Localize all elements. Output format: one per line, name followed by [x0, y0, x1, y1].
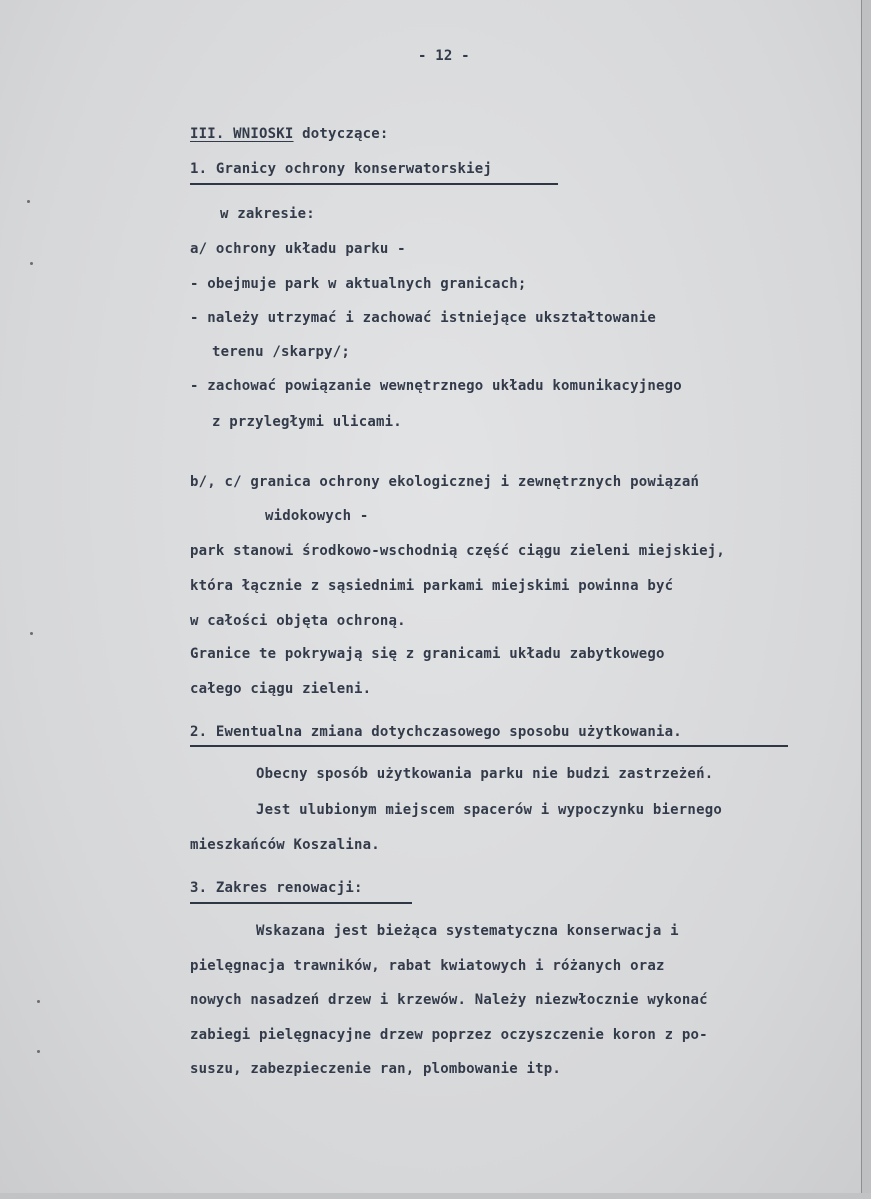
item1-bc-title: b/, c/ granica ochrony ekologicznej i zewnętrznych powiązań [190, 474, 700, 490]
scan-speck [37, 1050, 40, 1053]
page-edge-right [862, 0, 871, 1199]
section-heading-underlined: III. WNIOSKI [190, 126, 294, 142]
section-heading [190, 125, 388, 143]
item2-line: Jest ulubionym miejscem spacerów i wypoczynku biernego [256, 802, 722, 818]
item1-bc-line: w całości objęta ochroną. [190, 613, 406, 629]
page-edge-line [861, 0, 862, 1199]
item1-a-title: a/ ochrony układu parku - [190, 241, 406, 257]
item1-scope: w zakresie: [220, 206, 315, 222]
item1-bc-line: park stanowi środkowo-wschodnią część ciągu zieleni miejskiej, [190, 543, 725, 559]
item3-line: pielęgnacja trawników, rabat kwiatowych i różanych oraz [190, 958, 665, 974]
item1-bc-line: która łącznie z sąsiednimi parkami miejskimi powinna być [190, 578, 674, 594]
item1-a-line: - zachować powiązanie wewnętrznego układu komunikacyjnego [190, 378, 682, 394]
item1-title: 1. Granicy ochrony konserwatorskiej [190, 161, 493, 177]
item3-title-rule [190, 902, 412, 904]
item2-line: mieszkańców Koszalina. [190, 837, 380, 853]
item3-line: zabiegi pielęgnacyjne drzew poprzez oczyszczenie koron z po- [190, 1027, 708, 1043]
item3-line: suszu, zabezpieczenie ran, plombowanie itp. [190, 1061, 562, 1077]
item2-title: 2. Ewentualna zmiana dotychczasowego sposobu użytkowania. [190, 724, 682, 740]
item1-a-line: - należy utrzymać i zachować istniejące ukształtowanie [190, 310, 656, 326]
scan-speck [27, 200, 30, 203]
scan-speck [37, 1000, 40, 1003]
item1-a-line: terenu /skarpy/; [212, 344, 351, 360]
item1-bc-line: Granice te pokrywają się z granicami układu zabytkowego [190, 646, 665, 662]
page-edge-bottom [0, 1193, 871, 1199]
item2-title-rule [190, 745, 788, 747]
item3-title: 3. Zakres renowacji: [190, 880, 363, 896]
item1-a-line: z przyległymi ulicami. [212, 414, 402, 430]
item1-a-line: - obejmuje park w aktualnych granicach; [190, 276, 527, 292]
item1-bc-title-cont: widokowych - [265, 508, 369, 524]
scan-speck [30, 262, 33, 265]
item3-line: Wskazana jest bieżąca systematyczna konserwacja i [256, 923, 679, 939]
section-heading-rest: dotyczące: [293, 126, 389, 142]
scan-speck [30, 632, 33, 635]
item2-line: Obecny sposób użytkowania parku nie budzi zastrzeżeń. [256, 766, 714, 782]
item3-line: nowych nasadzeń drzew i krzewów. Należy niezwłocznie wykonać [190, 992, 708, 1008]
page-number: - 12 - [418, 48, 470, 64]
item1-bc-line: całego ciągu zieleni. [190, 681, 372, 697]
item1-title-rule [190, 183, 558, 185]
